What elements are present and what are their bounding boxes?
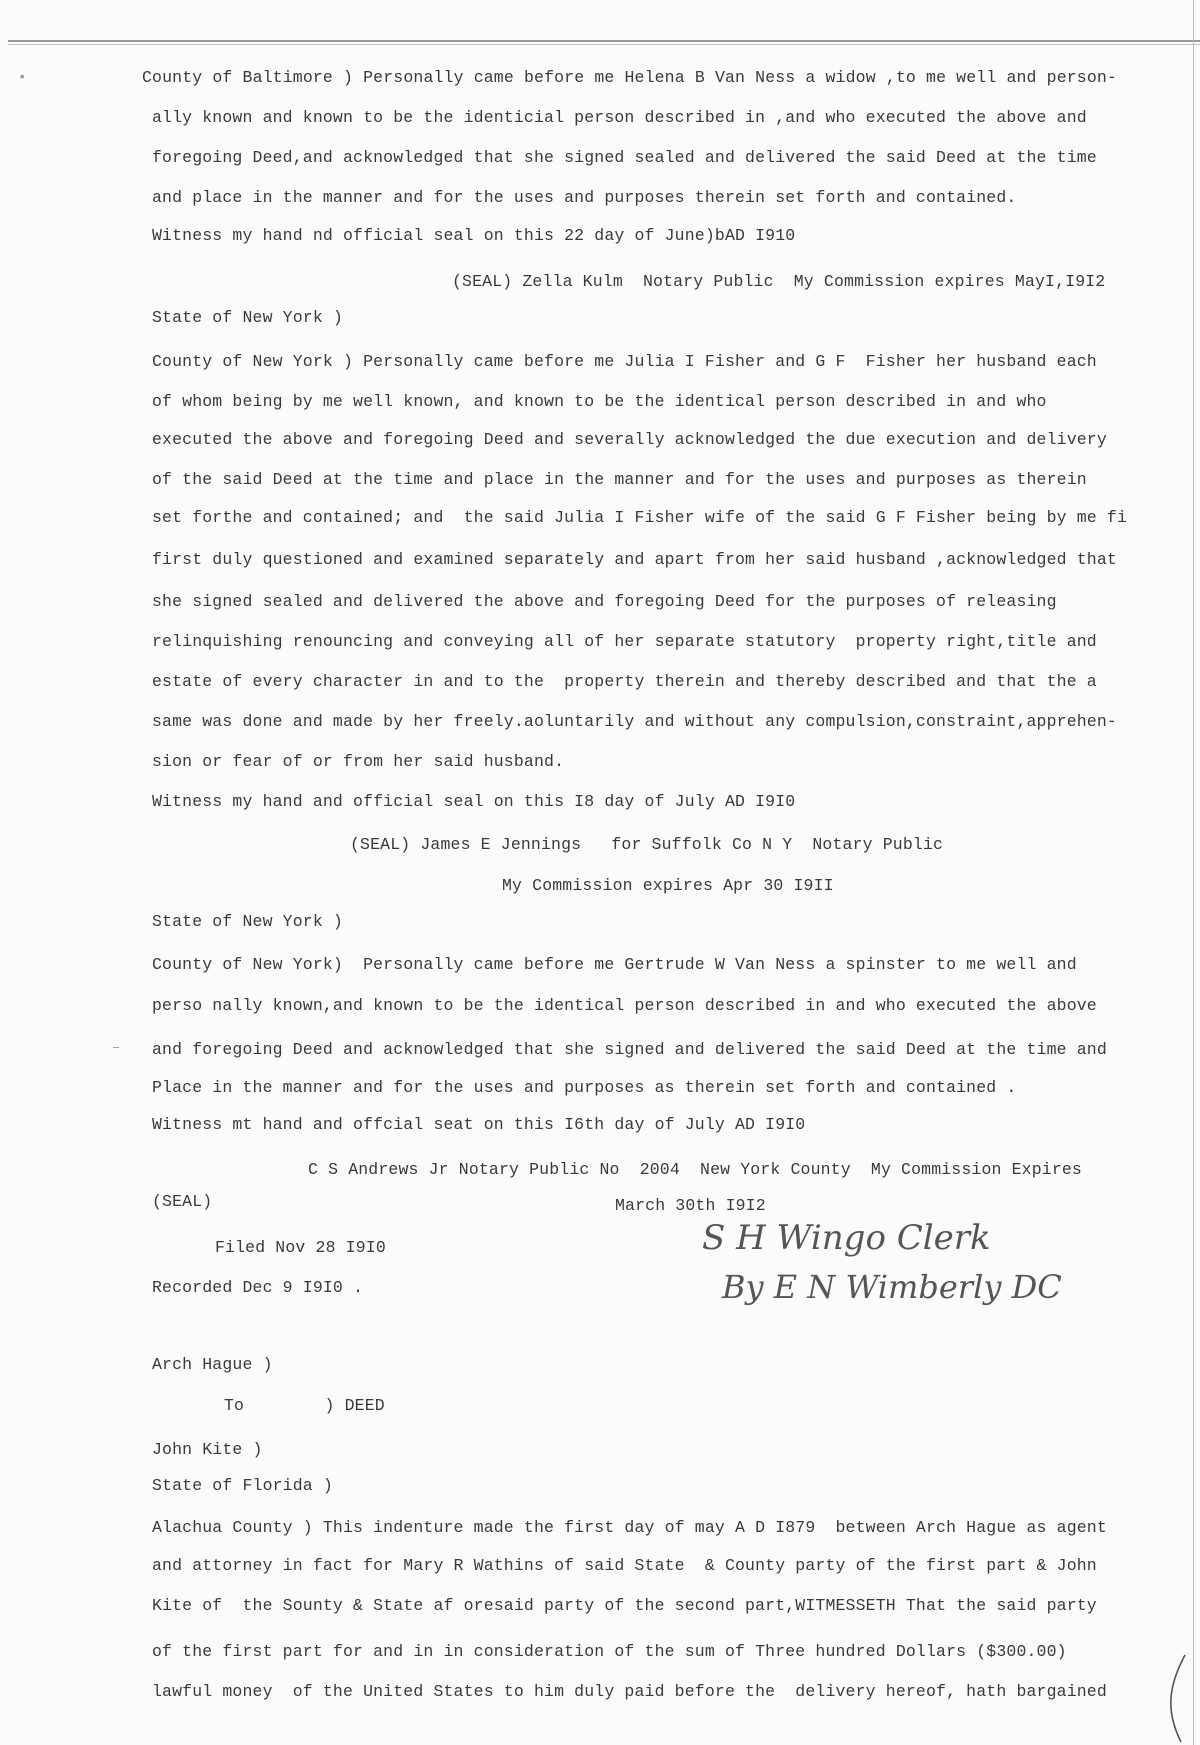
text-line: Alachua County ) This indenture made the first day of may A D I879 between Arch Hague as agent — [152, 1518, 1107, 1537]
text-line: State of New York ) — [152, 912, 343, 931]
text-line: Place in the manner and for the uses and purposes as therein set forth and contained . — [152, 1078, 1017, 1097]
text-line: March 30th I9I2 — [615, 1196, 766, 1215]
text-line: (SEAL) — [152, 1192, 213, 1211]
text-line: Recorded Dec 9 I9I0 . — [152, 1278, 364, 1297]
text-line: same was done and made by her freely.aoluntarily and without any compulsion,constraint,apprehen- — [152, 712, 1117, 731]
text-line: County of New York) Personally came before me Gertrude W Van Ness a spinster to me well and — [152, 955, 1077, 974]
text-line: of the first part for and in in consideration of the sum of Three hundred Dollars ($300.00) — [152, 1642, 1067, 1661]
text-line: first duly questioned and examined separately and apart from her said husband ,acknowledged that — [152, 550, 1117, 569]
text-line: and place in the manner and for the uses and purposes therein set forth and contained. — [152, 188, 1017, 207]
page-edge — [1193, 0, 1194, 1745]
text-line: of the said Deed at the time and place in the manner and for the uses and purposes as therein — [152, 470, 1087, 489]
text-line: My Commission expires Apr 30 I9II — [502, 876, 834, 895]
top-rule-secondary — [8, 44, 1200, 45]
text-line: of whom being by me well known, and known to be the identical person described in and who — [152, 392, 1047, 411]
text-line: County of New York ) Personally came before me Julia I Fisher and G F Fisher her husband each — [152, 352, 1097, 371]
text-line: State of Florida ) — [152, 1476, 333, 1495]
text-line: and foregoing Deed and acknowledged that she signed and delivered the said Deed at the time and — [152, 1040, 1107, 1059]
text-line: Arch Hague ) — [152, 1355, 273, 1374]
margin-dot: • — [18, 70, 27, 86]
text-line: State of New York ) — [152, 308, 343, 327]
text-line: (SEAL) James E Jennings for Suffolk Co N Y Notary Public — [350, 835, 944, 854]
text-line: sion or fear of or from her said husband. — [152, 752, 565, 771]
text-line: and attorney in fact for Mary R Wathins of said State & County party of the first part & John — [152, 1556, 1097, 1575]
text-line: Witness mt hand and offcial seat on this I6th day of July AD I9I0 — [152, 1115, 806, 1134]
text-line: Filed Nov 28 I9I0 — [215, 1238, 386, 1257]
text-line: executed the above and foregoing Deed and severally acknowledged the due execution and delivery — [152, 430, 1107, 449]
text-line: To ) DEED — [224, 1396, 385, 1415]
text-line: Witness my hand nd official seal on this 22 day of June)bAD I910 — [152, 226, 796, 245]
deputy-clerk-signature: By E N Wimberly DC — [722, 1268, 1062, 1306]
text-line: lawful money of the United States to him duly paid before the delivery hereof, hath bargained — [152, 1682, 1107, 1701]
text-line: C S Andrews Jr Notary Public No 2004 New York County My Commission Expires — [308, 1160, 1082, 1179]
text-line: relinquishing renouncing and conveying all of her separate statutory property right,title and — [152, 632, 1097, 651]
text-line: estate of every character in and to the property therein and thereby described and that the a — [152, 672, 1097, 691]
top-rule — [8, 40, 1200, 42]
text-line: Witness my hand and official seal on this I8 day of July AD I9I0 — [152, 792, 796, 811]
text-line: perso nally known,and known to be the identical person described in and who executed the above — [152, 996, 1097, 1015]
text-line: (SEAL) Zella Kulm Notary Public My Commission expires MayI,I9I2 — [452, 272, 1106, 291]
edge-pen-stroke — [1155, 1650, 1195, 1745]
text-line: foregoing Deed,and acknowledged that she signed sealed and delivered the said Deed at the time — [152, 148, 1097, 167]
text-line: John Kite ) — [152, 1440, 263, 1459]
text-line: ally known and known to be the identicial person described in ,and who executed the above and — [152, 108, 1087, 127]
text-line: set forthe and contained; and the said Julia I Fisher wife of the said G F Fisher being by me fi — [152, 508, 1128, 527]
text-line: she signed sealed and delivered the above and foregoing Deed for the purposes of releasing — [152, 592, 1057, 611]
margin-dash: – — [112, 1040, 121, 1056]
clerk-signature: S H Wingo Clerk — [702, 1218, 991, 1258]
text-line: Kite of the Sounty & State af oresaid party of the second part,WITMESSETH That the said party — [152, 1596, 1097, 1615]
text-line: County of Baltimore ) Personally came before me Helena B Van Ness a widow ,to me well and person- — [142, 68, 1118, 87]
